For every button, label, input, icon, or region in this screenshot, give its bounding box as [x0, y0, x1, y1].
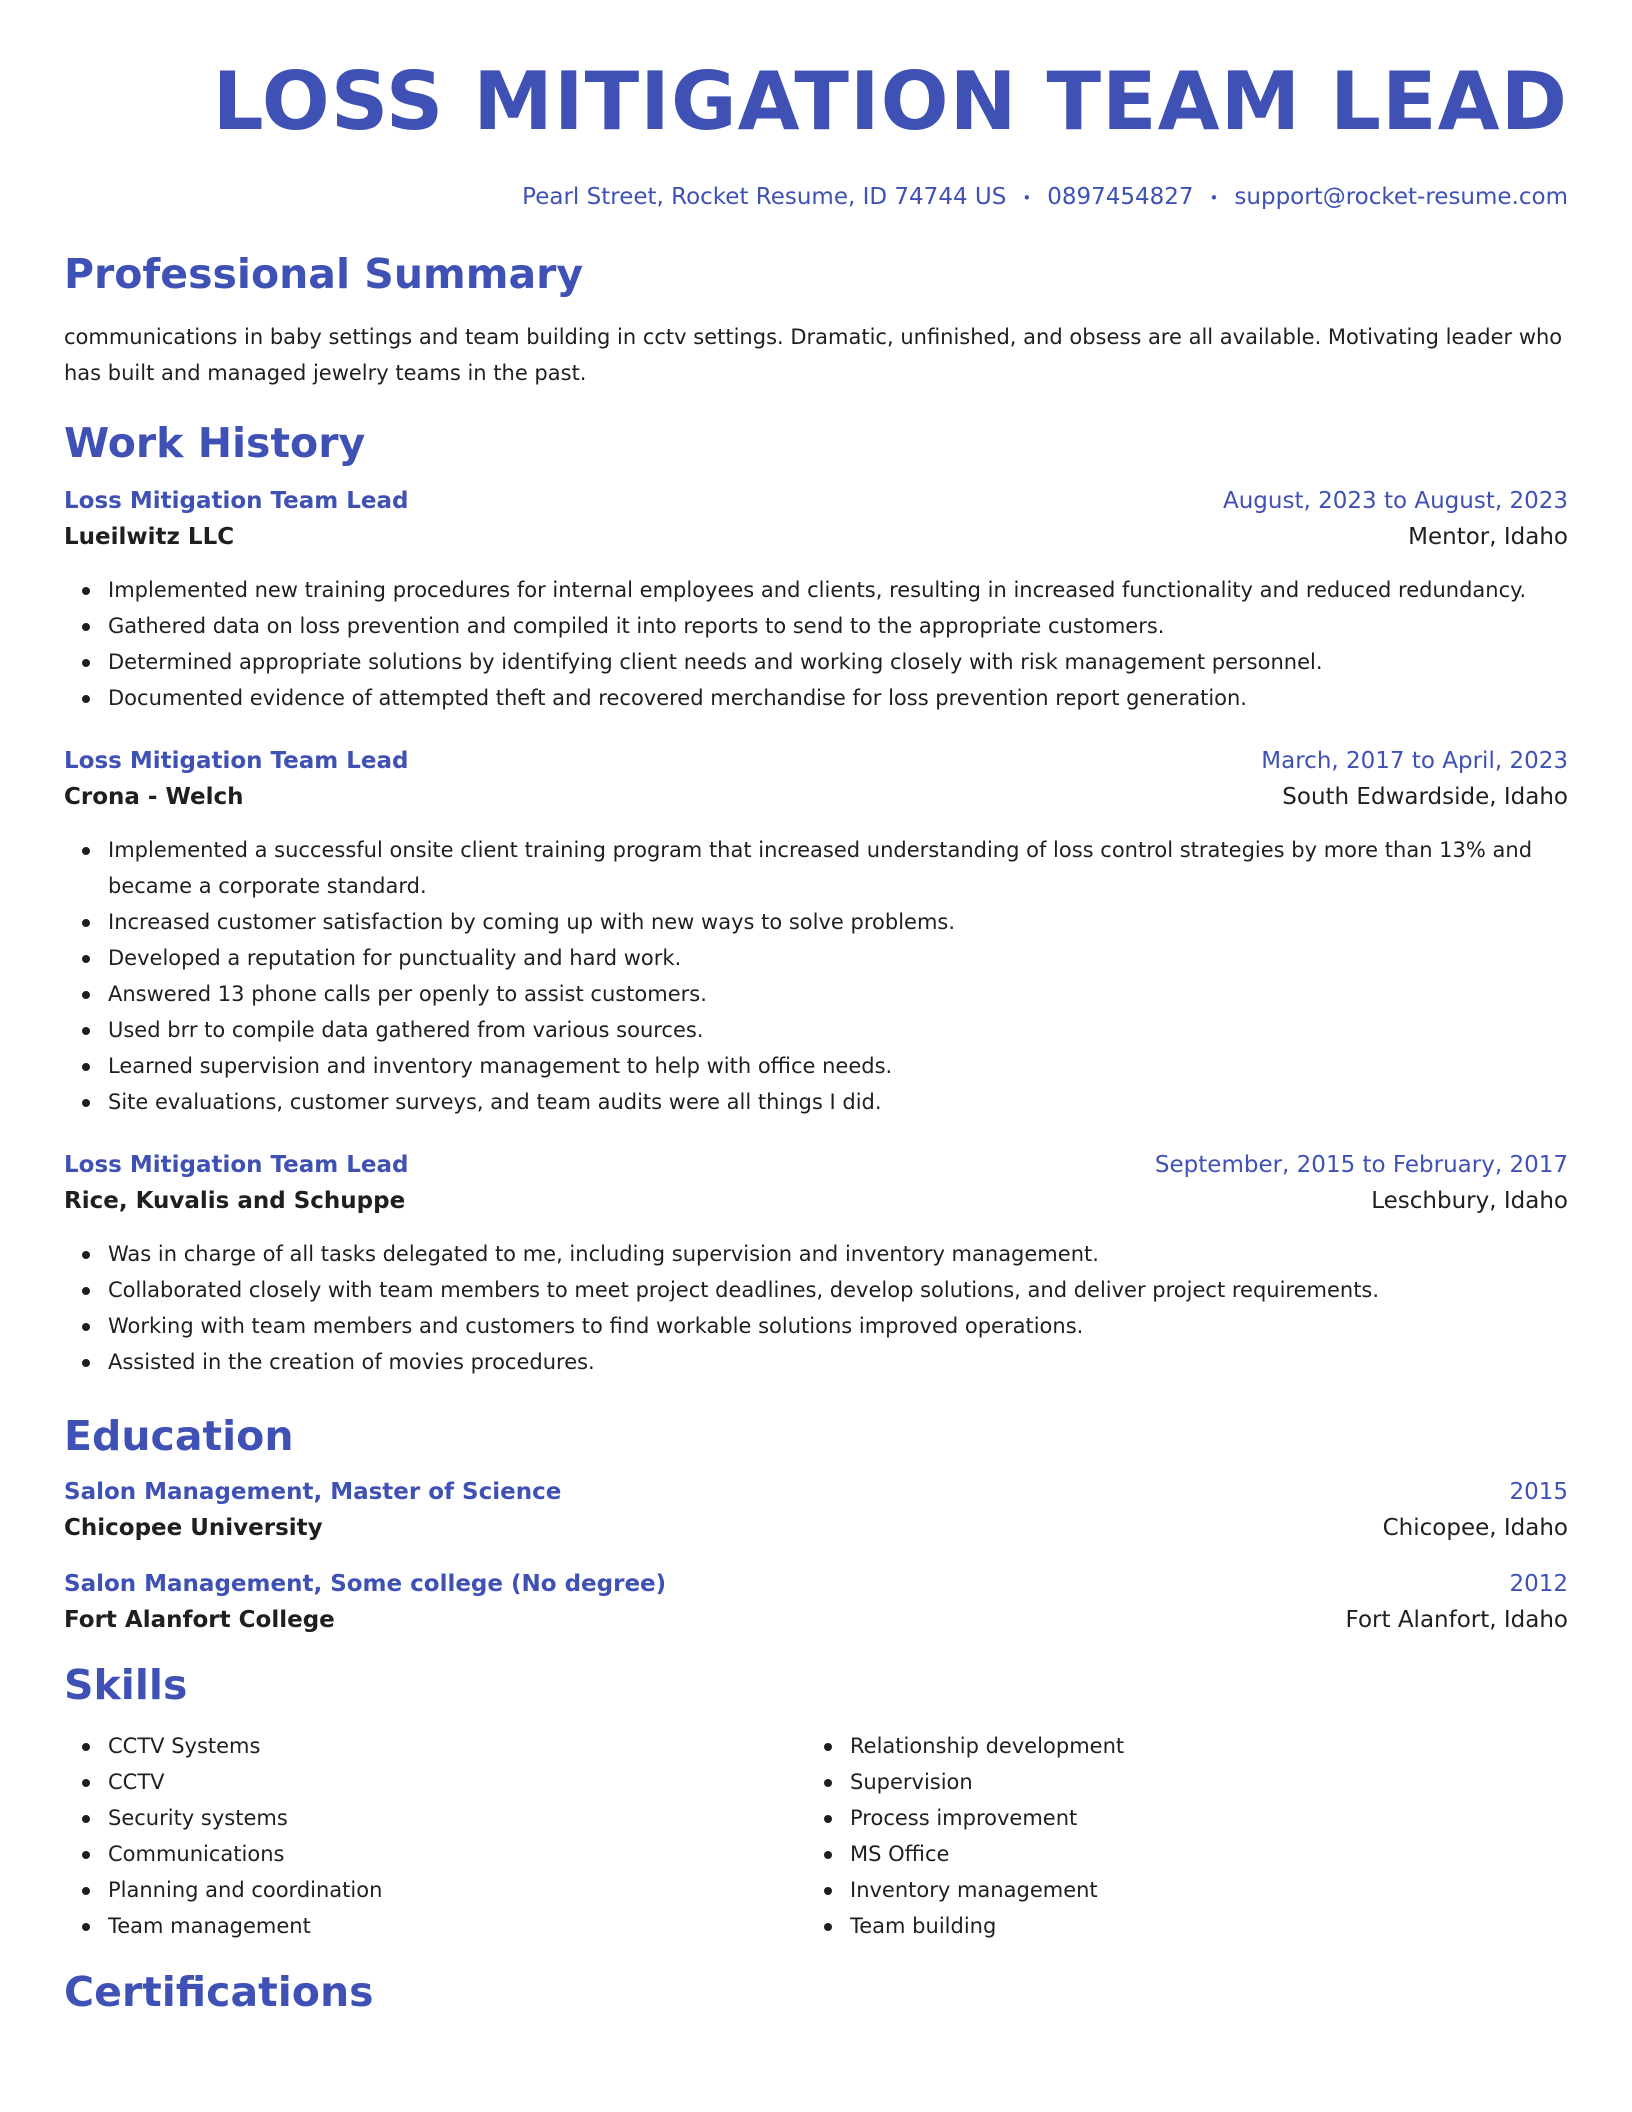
- skill-item: Security systems: [108, 1800, 806, 1836]
- job-title: Loss Mitigation Team Lead: [64, 1152, 409, 1179]
- job-bullets: [64, 1236, 1568, 1380]
- summary-heading: Professional Summary: [64, 250, 584, 298]
- resume-title: LOSS MITIGATION TEAM LEAD: [212, 55, 1568, 148]
- job-bullet: Developed a reputation for punctuality and hard work.: [108, 940, 1568, 976]
- skill-item: Team management: [108, 1908, 806, 1944]
- job-dates: September, 2015 to February, 2017: [1154, 1152, 1568, 1179]
- job-entry: [64, 488, 1568, 716]
- job-entry: [64, 748, 1568, 1120]
- summary-text: communications in baby settings and team building in cctv settings. Dramatic, unfinished, and obsess are all available. Motivating leader who has built and managed jewelry teams in the past.: [64, 325, 1563, 386]
- skill-item: Planning and coordination: [108, 1872, 806, 1908]
- job-bullet: Was in charge of all tasks delegated to me, including supervision and inventory management.: [108, 1236, 1568, 1272]
- education-heading: Education: [64, 1412, 294, 1461]
- education-year: 2012: [1509, 1571, 1568, 1598]
- job-bullet: Implemented a successful onsite client training program that increased understanding of loss control strategies by more than 13% and became a corporate standard.: [108, 832, 1568, 904]
- job-entry: [64, 1152, 1568, 1380]
- skills-heading: Skills: [64, 1661, 188, 1710]
- bullet-separator: •: [1209, 188, 1219, 207]
- job-bullet: Documented evidence of attempted theft and recovered merchandise for loss prevention report generation.: [108, 680, 1568, 716]
- job-location: Mentor, Idaho: [1408, 524, 1568, 551]
- skill-item: Relationship development: [850, 1728, 1124, 1764]
- education-year: 2015: [1509, 1479, 1568, 1506]
- job-bullets: [64, 572, 1568, 716]
- contact-address: Pearl Street, Rocket Resume, ID 74744 US: [522, 184, 1007, 210]
- job-company: Lueilwitz LLC: [64, 524, 235, 551]
- skill-item: CCTV Systems: [108, 1728, 806, 1764]
- job-location: South Edwardside, Idaho: [1282, 784, 1568, 811]
- education-location: Fort Alanfort, Idaho: [1345, 1607, 1568, 1634]
- job-title: Loss Mitigation Team Lead: [64, 748, 409, 775]
- skill-item: Process improvement: [850, 1800, 1124, 1836]
- education-degree: Salon Management, Some college (No degree): [64, 1571, 667, 1598]
- bullet-separator: •: [1022, 188, 1032, 207]
- job-company: Crona - Welch: [64, 784, 244, 811]
- skill-item: Inventory management: [850, 1872, 1124, 1908]
- contact-email[interactable]: support@rocket-resume.com: [1234, 184, 1568, 210]
- job-bullet: Working with team members and customers to find workable solutions improved operations.: [108, 1308, 1568, 1344]
- skill-item: Supervision: [850, 1764, 1124, 1800]
- job-bullet: Used brr to compile data gathered from various sources.: [108, 1012, 1568, 1048]
- job-title: Loss Mitigation Team Lead: [64, 488, 409, 515]
- job-bullet: Increased customer satisfaction by coming up with new ways to solve problems.: [108, 904, 1568, 940]
- skills-list-right: [806, 1728, 1124, 1944]
- education-location: Chicopee, Idaho: [1382, 1515, 1568, 1542]
- skill-item: MS Office: [850, 1836, 1124, 1872]
- education-school: Chicopee University: [64, 1515, 323, 1542]
- job-bullet: Assisted in the creation of movies procedures.: [108, 1344, 1568, 1380]
- work-history-heading: Work History: [64, 419, 366, 468]
- education-entry: [64, 1479, 1568, 1541]
- education-degree: Salon Management, Master of Science: [64, 1479, 562, 1506]
- job-bullet: Site evaluations, customer surveys, and team audits were all things I did.: [108, 1084, 1568, 1120]
- education-entry: [64, 1571, 1568, 1633]
- job-dates: March, 2017 to April, 2023: [1261, 748, 1568, 775]
- job-bullet: Determined appropriate solutions by identifying client needs and working closely with risk management personnel.: [108, 644, 1568, 680]
- job-bullets: [64, 832, 1568, 1120]
- skills-list-left: [64, 1728, 806, 1944]
- education-school: Fort Alanfort College: [64, 1607, 335, 1634]
- job-location: Leschbury, Idaho: [1371, 1188, 1568, 1215]
- contact-line: [64, 184, 1568, 210]
- contact-phone: 0897454827: [1047, 184, 1194, 210]
- job-bullet: Learned supervision and inventory management to help with office needs.: [108, 1048, 1568, 1084]
- job-dates: August, 2023 to August, 2023: [1223, 488, 1568, 515]
- skills-columns: [64, 1728, 1568, 1944]
- job-bullet: Gathered data on loss prevention and compiled it into reports to send to the appropriate customers.: [108, 608, 1568, 644]
- job-bullet: Collaborated closely with team members to meet project deadlines, develop solutions, and deliver project requirements.: [108, 1272, 1568, 1308]
- skill-item: Communications: [108, 1836, 806, 1872]
- certifications-heading: Certifications: [64, 1968, 374, 2017]
- job-bullet: Implemented new training procedures for internal employees and clients, resulting in increased functionality and reduced redundancy.: [108, 572, 1568, 608]
- job-company: Rice, Kuvalis and Schuppe: [64, 1188, 406, 1215]
- skill-item: Team building: [850, 1908, 1124, 1944]
- skill-item: CCTV: [108, 1764, 806, 1800]
- job-bullet: Answered 13 phone calls per openly to assist customers.: [108, 976, 1568, 1012]
